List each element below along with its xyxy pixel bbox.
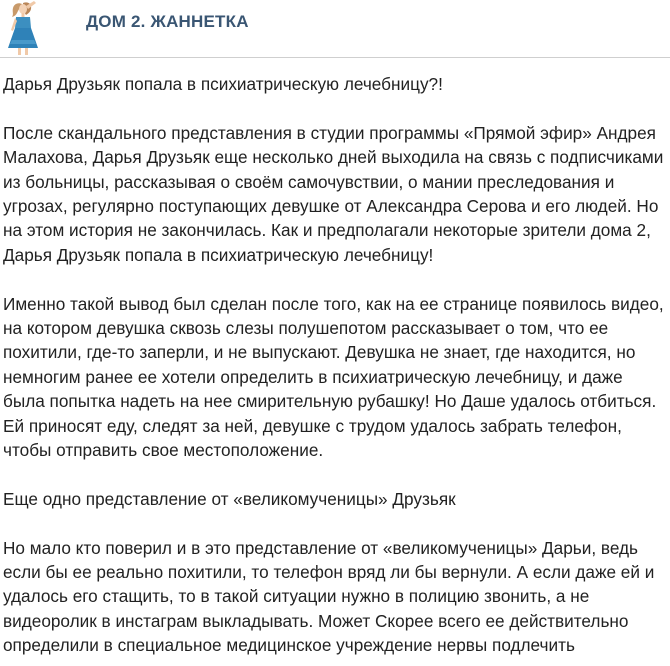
site-title[interactable]: ДОМ 2. ЖАННЕТКА <box>86 12 249 31</box>
girl-in-blue-dress-icon[interactable] <box>4 0 50 56</box>
article-paragraph: Но мало кто поверил и в это представление от «великомученицы» Дарьи, ведь если бы ее реально похитили, то телефон вряд ли бы вернули. А если даже ей и удалось его стащить, то в такой ситуации нужно в полицию звонить, а не видеоролик в инстаграм выкладывать. Может Скорее всего ее действительно определили в специальное медицинское учреждение нервы подлечить <box>3 537 655 656</box>
article-paragraph: Именно такой вывод был сделан после того, как на ее странице появилось видео, на котором девушка сквозь слезы полушепотом рассказывает о том, что ее похитили, где-то заперли, и не выпускают. Девушка не знает, где находится, но немногим ранее ее хотели определить в психиатрическую лечебницу, и даже была попытка надеть на нее смирительную рубашку! Но Даше удалось отбиться. Ей приносят еду, следят за ней, девушке с трудом удалось забрать телефон, чтобы отправить свое местоположение. <box>3 293 664 461</box>
article-subheading: Еще одно представление от «великомученицы» Друзьяк <box>3 488 456 509</box>
page-header <box>0 0 670 58</box>
article-body <box>3 72 667 666</box>
article-paragraph: После скандального представления в студии программы «Прямой эфир» Андрея Малахова, Дарья Друзьяк еще несколько дней выходила на связь с подписчиками из больницы, рассказывая о своём самочувствии, о мании преследования и угрозах, регулярно поступающих девушке от Александра Серова и его людей. Но на этом история не закончилась. Как и предполагали некоторые зрители дома 2, Дарья Друзьяк попала в психиатрическую лечебницу! <box>3 122 664 265</box>
article-paragraph: Дарья Друзьяк попала в психиатрическую лечебницу?! <box>3 74 443 94</box>
